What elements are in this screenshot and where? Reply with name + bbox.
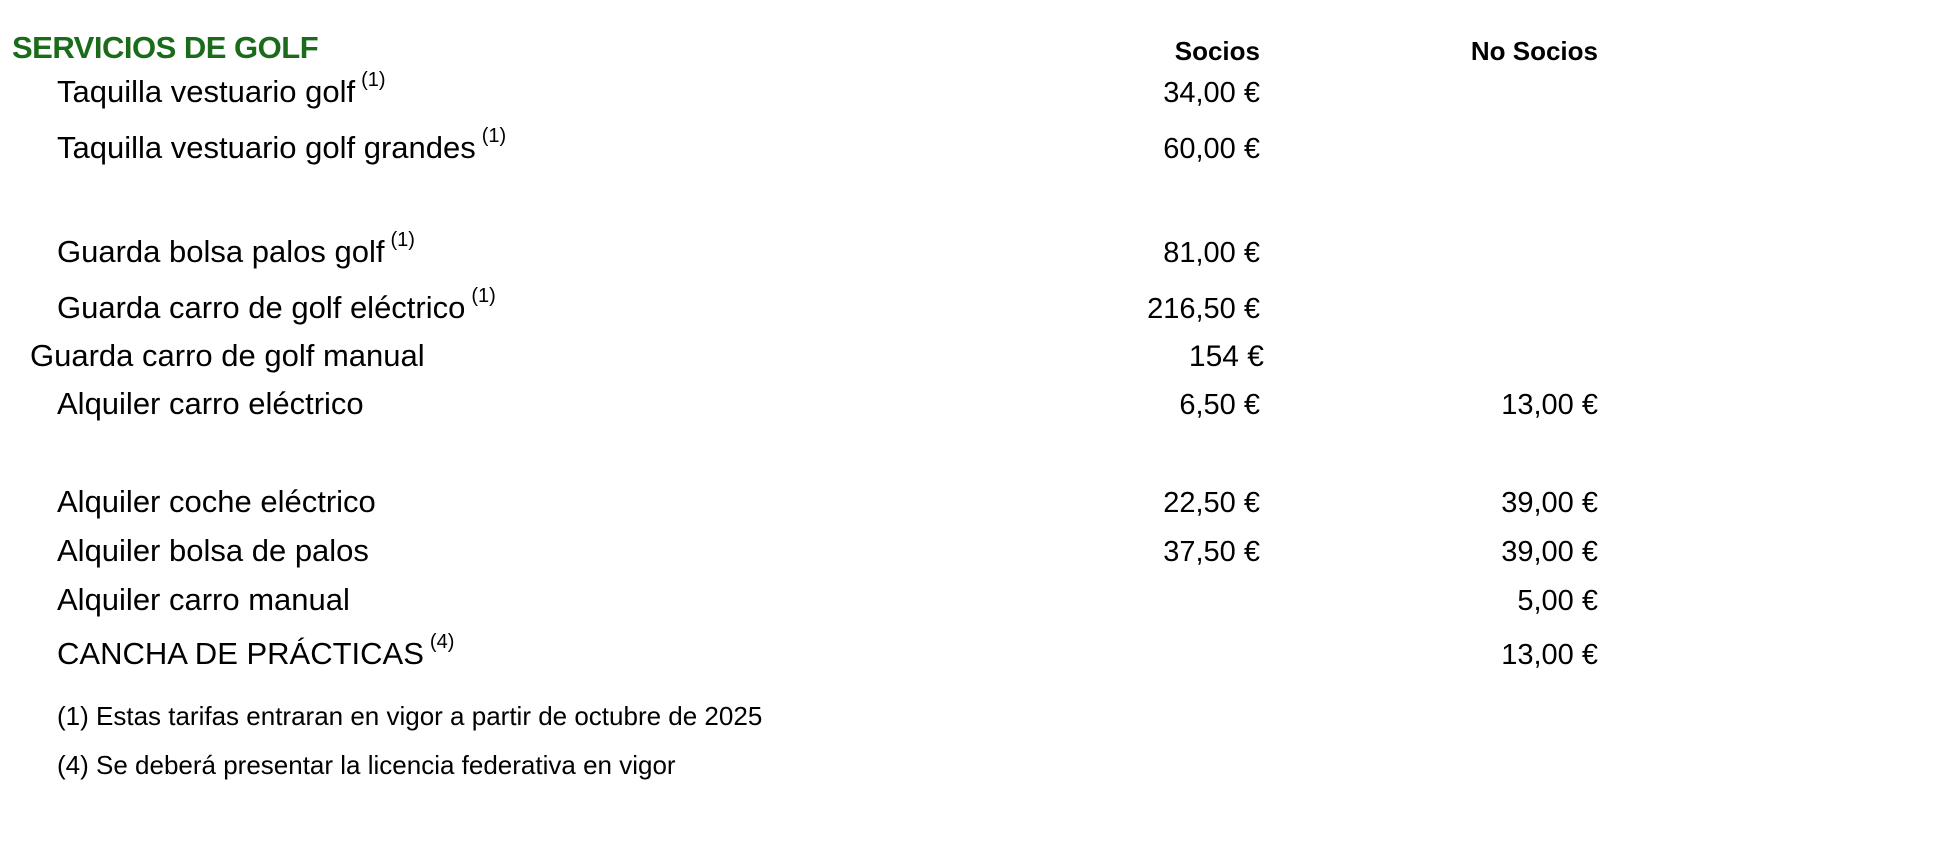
price-socios: 60,00 € — [1163, 133, 1260, 165]
price-row-alquiler-bolsa — [0, 531, 1956, 575]
price-no-socios: 13,00 € — [1501, 389, 1598, 421]
price-no-socios: 5,00 € — [1517, 585, 1598, 617]
price-socios: 81,00 € — [1163, 237, 1260, 269]
price-row-alquiler-coche-electrico — [0, 482, 1956, 526]
price-socios: 216,50 € — [1147, 293, 1260, 325]
footnote-1: (1) Estas tarifas entraran en vigor a partir de octubre de 2025 — [57, 701, 763, 731]
price-row-alquiler-carro-manual — [0, 580, 1956, 624]
price-no-socios: 39,00 € — [1501, 536, 1598, 568]
service-label: Alquiler coche eléctrico — [57, 484, 376, 519]
service-label: Guarda bolsa palos golf $^{(1)}$ — [57, 229, 415, 269]
price-row-guarda-carro-electrico — [0, 285, 1956, 332]
price-no-socios: 13,00 € — [1501, 639, 1598, 671]
service-label: Taquilla vestuario golf grandes $^{(1)}$ — [57, 125, 507, 165]
service-label: CANCHA DE PRÁCTICAS $^{(4)}$ — [57, 631, 455, 671]
price-socios: 37,50 € — [1163, 536, 1260, 568]
service-label: Taquilla vestuario golf $^{(1)}$ — [57, 69, 386, 109]
price-socios: 22,50 € — [1163, 487, 1260, 519]
footnote-marker: (1) — [361, 69, 386, 91]
price-row-guarda-carro-manual — [0, 336, 1956, 380]
service-label: Alquiler carro manual — [57, 582, 350, 617]
footnote-marker: (1) — [481, 125, 507, 147]
footnote-marker: (1) — [390, 229, 415, 251]
service-label: Alquiler bolsa de palos — [57, 533, 369, 568]
price-row-alquiler-carro-electrico — [0, 384, 1956, 428]
price-row-guarda-bolsa — [0, 229, 1956, 276]
service-label: Guarda carro de golf manual — [30, 338, 425, 373]
price-no-socios: 39,00 € — [1501, 487, 1598, 519]
column-header-socios: Socios — [1174, 36, 1260, 66]
column-header-no-socios: No Socios — [1470, 36, 1598, 66]
section-title: SERVICIOS DE GOLF — [12, 30, 319, 65]
price-socios: 34,00 € — [1163, 77, 1260, 109]
price-row-cancha-practicas — [0, 631, 1956, 678]
footnote-marker: (1) — [471, 285, 496, 307]
footnote-marker: (4) — [429, 631, 455, 653]
footnote-4: (4) Se deberá presentar la licencia federativa en vigor — [57, 750, 676, 780]
service-label: Alquiler carro eléctrico — [57, 386, 364, 421]
price-socios: 154 € — [1188, 340, 1264, 373]
service-label: Guarda carro de golf eléctrico $^{(1)}$ — [57, 285, 496, 325]
price-row-taquilla-grandes — [0, 125, 1956, 172]
price-socios: 6,50 € — [1179, 389, 1260, 421]
price-row-taquilla — [0, 69, 1956, 116]
